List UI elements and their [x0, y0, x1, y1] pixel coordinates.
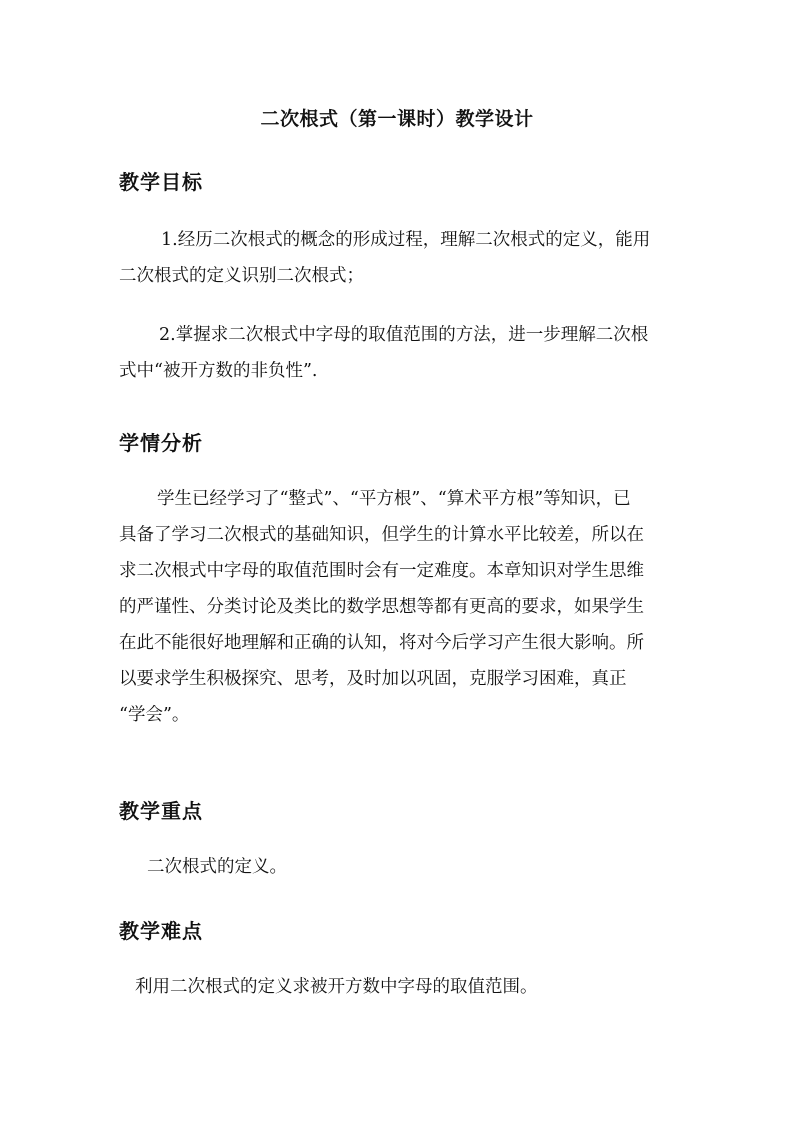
document-title: 二次根式（第一课时）教学设计 — [260, 108, 534, 130]
key-point-text — [119, 849, 679, 885]
heading-analysis: 学情分析 — [119, 431, 203, 455]
objective-item-1 — [119, 222, 679, 294]
heading-difficulty: 教学难点 — [119, 919, 203, 943]
objective-item-2-line-1: 2.掌握求二次根式中字母的取值范围的方法，进一步理解二次根 — [159, 325, 649, 345]
key-point-line: 二次根式的定义。 — [147, 857, 287, 877]
difficulty-line: 利用二次根式的定义求被开方数中字母的取值范围。 — [135, 977, 538, 997]
analysis-line: 以要求学生积极探究、思考，及时加以巩固，克服学习困难，真正 — [119, 669, 627, 689]
heading-objectives: 教学目标 — [119, 170, 203, 194]
heading-key-point: 教学重点 — [119, 799, 203, 823]
objective-item-2-line-2: 式中“被开方数的非负性”. — [119, 361, 318, 381]
analysis-paragraph — [119, 481, 679, 733]
objective-item-2 — [119, 317, 679, 389]
analysis-line: 学生已经学习了“整式”、“平方根”、“算术平方根”等知识，已 — [157, 489, 631, 509]
analysis-line: 具备了学习二次根式的基础知识，但学生的计算水平比较差，所以在 — [119, 525, 644, 545]
objective-item-1-line-1: 1.经历二次根式的概念的形成过程，理解二次根式的定义，能用 — [161, 230, 651, 250]
analysis-line: 在此不能很好地理解和正确的认知，将对今后学习产生很大影响。所 — [119, 633, 644, 653]
analysis-line: 的严谨性、分类讨论及类比的数学思想等都有更高的要求，如果学生 — [119, 597, 644, 617]
difficulty-text — [119, 969, 679, 1005]
analysis-line: “学会”。 — [119, 705, 190, 725]
analysis-line: 求二次根式中字母的取值范围时会有一定难度。本章知识对学生思维 — [119, 561, 644, 581]
objective-item-1-line-2: 二次根式的定义识别二次根式； — [119, 266, 364, 286]
